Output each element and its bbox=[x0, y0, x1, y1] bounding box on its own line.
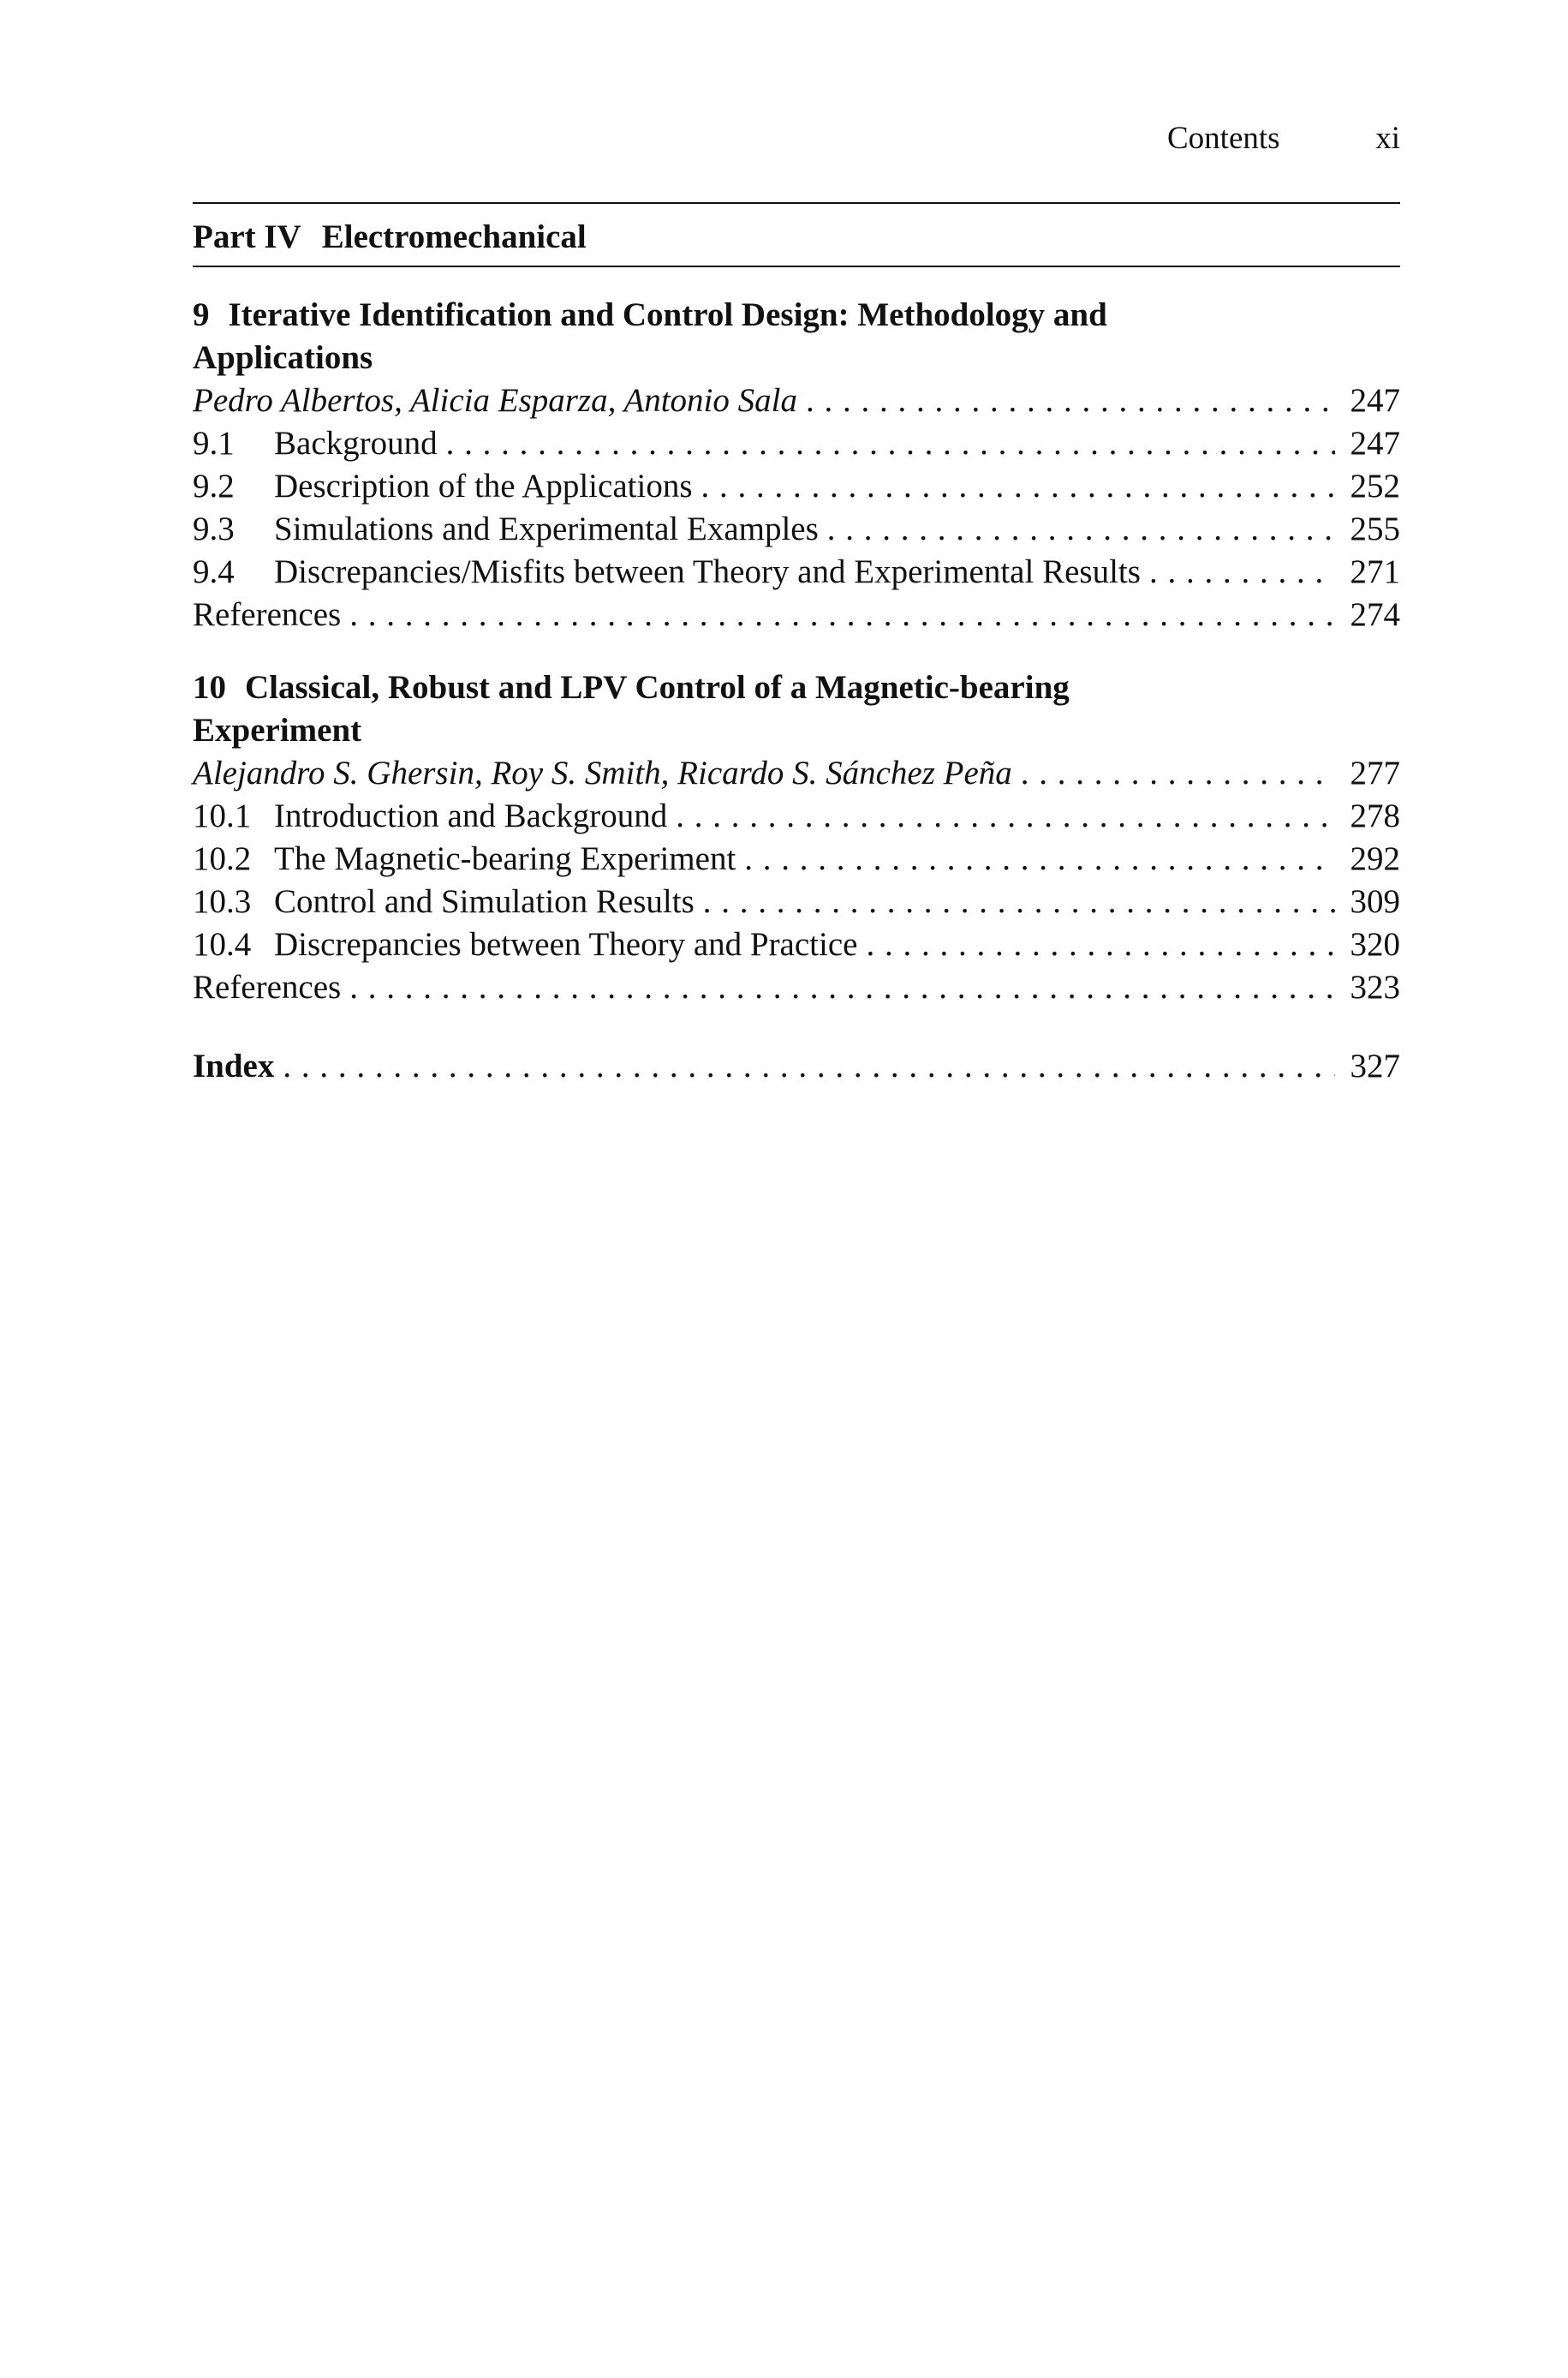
section-9-1-entry[interactable] bbox=[193, 422, 1400, 465]
page-number: 255 bbox=[1350, 511, 1400, 547]
chapter-title-line1: Classical, Robust and LPV Control of a Magnetic-bearing bbox=[245, 669, 1070, 706]
section-number: 9.3 bbox=[193, 511, 235, 547]
chapter-title-line2: Experiment bbox=[193, 712, 362, 749]
dot-leader bbox=[744, 838, 1335, 881]
index-entry[interactable] bbox=[193, 1045, 1400, 1088]
section-number: 9.2 bbox=[193, 468, 235, 505]
dot-leader bbox=[1021, 752, 1335, 795]
part-label: Part IV bbox=[193, 218, 301, 255]
chapter-title-line1: Iterative Identification and Control Design: Methodology and bbox=[228, 296, 1107, 333]
dot-leader bbox=[806, 379, 1335, 422]
page-number: 323 bbox=[1350, 969, 1400, 1006]
section-10-2-entry[interactable] bbox=[193, 838, 1400, 881]
references-title: References bbox=[193, 969, 342, 1006]
section-number: 9.4 bbox=[193, 553, 235, 590]
top-rule bbox=[193, 202, 1400, 204]
section-number: 10.2 bbox=[193, 840, 252, 877]
section-9-3-entry[interactable] bbox=[193, 508, 1400, 551]
dot-leader bbox=[703, 881, 1335, 923]
section-title: Simulations and Experimental Examples bbox=[274, 511, 819, 547]
section-9-2-entry[interactable] bbox=[193, 465, 1400, 508]
part-name: Electromechanical bbox=[321, 218, 587, 255]
chapter-title-line2: Applications bbox=[193, 339, 373, 376]
section-title: Control and Simulation Results bbox=[274, 883, 695, 920]
section-number: 10.1 bbox=[193, 798, 252, 834]
part-rule bbox=[193, 266, 1400, 267]
dot-leader bbox=[676, 795, 1335, 838]
dot-leader bbox=[283, 1045, 1335, 1088]
section-title: The Magnetic-bearing Experiment bbox=[274, 840, 736, 877]
chapter-9-title bbox=[193, 294, 1306, 379]
section-title: Background bbox=[274, 425, 438, 462]
dot-leader bbox=[866, 923, 1335, 966]
section-title: Discrepancies/Misfits between Theory and Experimental Results bbox=[274, 553, 1141, 590]
section-title: Description of the Applications bbox=[274, 468, 693, 505]
chapter-number: 10 bbox=[193, 669, 226, 706]
references-title: References bbox=[193, 596, 342, 633]
index-title: Index bbox=[193, 1048, 275, 1084]
section-10-3-entry[interactable] bbox=[193, 881, 1400, 923]
section-10-4-entry[interactable] bbox=[193, 923, 1400, 966]
page-number: 247 bbox=[1350, 425, 1400, 462]
section-number: 9.1 bbox=[193, 425, 235, 462]
dot-leader bbox=[446, 422, 1335, 465]
page-number: 309 bbox=[1350, 883, 1400, 920]
chapter-number: 9 bbox=[193, 296, 210, 333]
page-number: 327 bbox=[1350, 1048, 1400, 1084]
dot-leader bbox=[349, 966, 1335, 1009]
page-number: 292 bbox=[1350, 840, 1400, 877]
dot-leader bbox=[827, 508, 1335, 551]
section-title: Discrepancies between Theory and Practice bbox=[274, 926, 858, 963]
running-head-title: Contents bbox=[1167, 121, 1280, 156]
page-number: 320 bbox=[1350, 926, 1400, 963]
chapter-authors: Pedro Albertos, Alicia Esparza, Antonio Sala bbox=[193, 382, 797, 419]
page-number: 247 bbox=[1350, 382, 1400, 419]
running-head-page-number: xi bbox=[1375, 121, 1400, 156]
section-number: 10.3 bbox=[193, 883, 252, 920]
page-number: 278 bbox=[1350, 798, 1400, 834]
dot-leader bbox=[1149, 551, 1335, 594]
chapter-authors: Alejandro S. Ghersin, Roy S. Smith, Ricardo S. Sánchez Peña bbox=[193, 755, 1012, 792]
section-9-4-entry[interactable] bbox=[193, 551, 1400, 594]
dot-leader bbox=[701, 465, 1336, 508]
part-heading bbox=[193, 216, 587, 259]
chapter-10-authors-entry[interactable] bbox=[193, 752, 1400, 795]
chapter-10-title bbox=[193, 666, 1306, 752]
chapter-10-references-entry[interactable] bbox=[193, 966, 1400, 1009]
page-number: 271 bbox=[1350, 553, 1400, 590]
chapter-9-authors-entry[interactable] bbox=[193, 379, 1400, 422]
chapter-9-references-entry[interactable] bbox=[193, 594, 1400, 636]
page-number: 274 bbox=[1350, 596, 1400, 633]
page-number: 252 bbox=[1350, 468, 1400, 505]
dot-leader bbox=[349, 594, 1335, 636]
section-number: 10.4 bbox=[193, 926, 252, 963]
section-10-1-entry[interactable] bbox=[193, 795, 1400, 838]
section-title: Introduction and Background bbox=[274, 798, 668, 834]
page-number: 277 bbox=[1350, 755, 1400, 792]
